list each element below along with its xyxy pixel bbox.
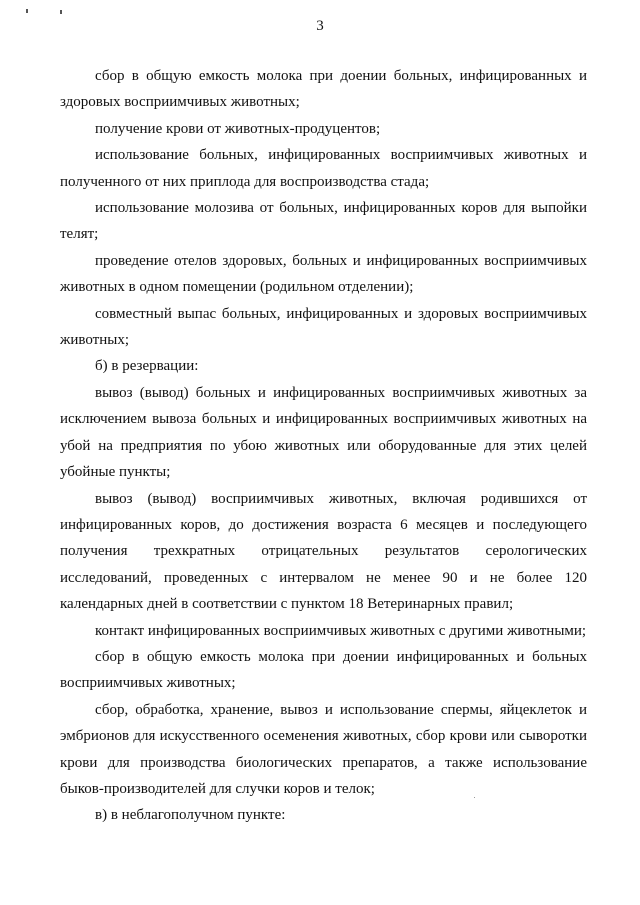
paragraph: получение крови от животных-продуцентов; <box>95 120 381 137</box>
paragraph: проведение отелов здоровых, больных и инфицированных восприимчивых животных в одном помещении (родильном отделении); <box>60 252 587 296</box>
body-text <box>60 63 587 829</box>
paragraph: использование больных, инфицированных восприимчивых животных и полученного от них приплода для воспроизводства стада; <box>60 147 587 190</box>
section-heading: б) в резервации: <box>95 358 199 375</box>
scan-mark <box>26 9 28 13</box>
paragraph: сбор в общую емкость молока при доении инфицированных и больных восприимчивых животных; <box>60 648 587 692</box>
paragraph: сбор в общую емкость молока при доении больных, инфицированных и здоровых восприимчивых животных; <box>60 68 587 111</box>
paragraph: контакт инфицированных восприимчивых животных с другими животными; <box>95 622 587 639</box>
paragraph: вывоз (вывод) восприимчивых животных, включая родившихся от инфицированных коров, до достижения возраста 6 месяцев и последующего получения трехкратных отрицательных результатов серологических исследований, проведенных с интервалом не менее 90 и не более 120 календарных дней в соответствии с пунктом 18 Ветеринарных правил; <box>60 490 587 613</box>
scan-mark <box>60 10 62 14</box>
paragraph: совместный выпас больных, инфицированных и здоровых восприимчивых животных; <box>60 305 587 349</box>
paragraph: сбор, обработка, хранение, вывоз и использование спермы, яйцеклеток и эмбрионов для искусственного осеменения животных, сбор крови или сыворотки крови для производства биологических препаратов, а также использование быков-производителей для случки коров и телок; <box>60 701 587 797</box>
paragraph: использование молозива от больных, инфицированных коров для выпойки телят; <box>60 200 587 243</box>
page-number: 3 <box>316 18 324 34</box>
section-heading: в) в неблагополучном пункте: <box>95 807 286 824</box>
paragraph: вывоз (вывод) больных и инфицированных восприимчивых животных за исключением вывоза больных и инфицированных восприимчивых животных на убой на предприятия по убою животных или оборудованные для этих целей убойные пункты; <box>60 384 587 481</box>
